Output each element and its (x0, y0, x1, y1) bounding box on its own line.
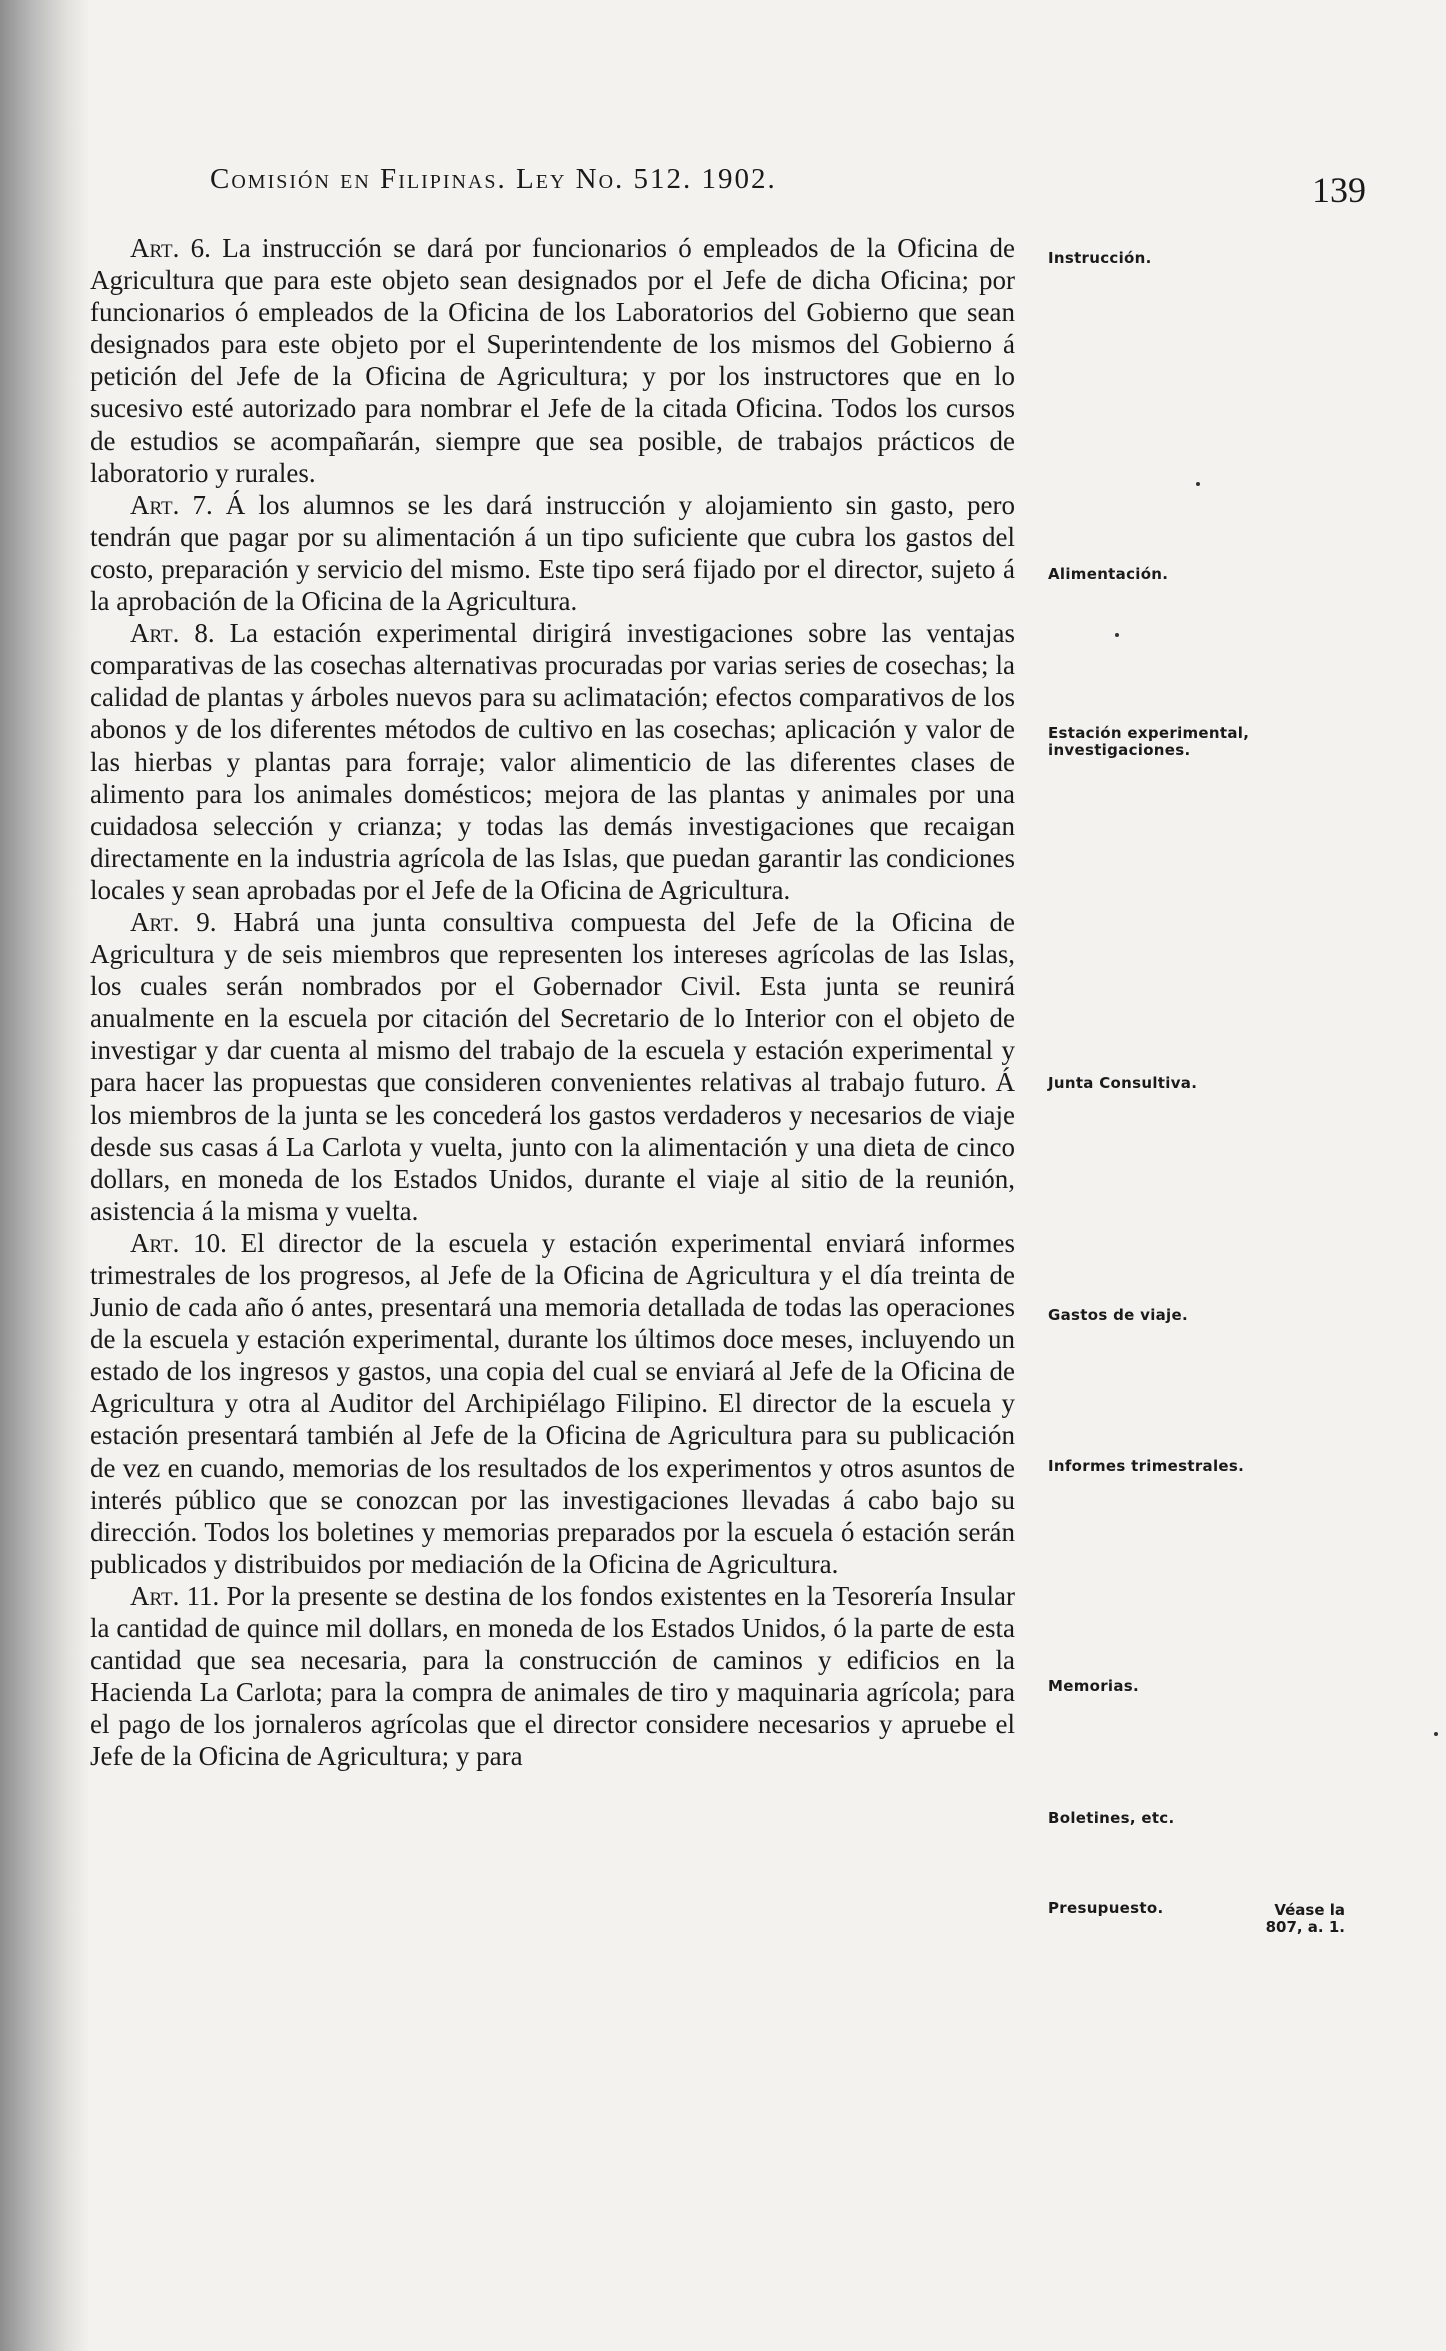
article-text: Por la presente se destina de los fondos existentes en la Tesorería Insular la cantidad de quince mil dollars, en moneda de los Estados Unidos, ó la parte de esta cantidad que sea necesaria, para la construcción de caminos y edificios en la Hacienda La Carlota; para la compra de animales de tiro y maquinaria agrícola; para el pago de los jornaleros agrícolas que el director considere necesarios y apruebe el Jefe de la Oficina de Agricultura; y para (90, 1580, 1015, 1772)
article-9 (90, 906, 1015, 1227)
article-text: Á los alumnos se les dará instrucción y alojamiento sin gasto, pero tendrán que pagar por su alimentación á un tipo suficiente que cubra los gastos del costo, preparación y servicio del mismo. Este tipo será fijado por el director, sujeto á la aprobación de la Oficina de la Agricultura. (90, 489, 1016, 617)
cross-reference-note: Véase la 807, a. 1. (1265, 1901, 1345, 1936)
running-head: Comisión en Filipinas. Ley No. 512. 1902. (210, 163, 777, 195)
margin-note-informes: Informes trimestrales. (1048, 1457, 1245, 1475)
article-label: Art. 11. (130, 1580, 220, 1611)
article-label: Art. 7. (130, 489, 213, 520)
article-6 (90, 232, 1015, 489)
article-11 (90, 1580, 1015, 1773)
margin-note-presupuesto: Presupuesto. (1048, 1899, 1164, 1917)
print-speck (1115, 633, 1119, 637)
article-text: La instrucción se dará por funcionarios ó empleados de la Oficina de Agricultura que para este objeto sean designados por el Jefe de dicha Oficina; por funcionarios ó empleados de la Oficina de los Laboratorios del Gobierno que sean designados para este objeto por el Superintendente de los mismos del Gobierno á petición del Jefe de la Oficina de Agricultura; y por los instructores que en lo sucesivo esté autorizado para nombrar el Jefe de la citada Oficina. Todos los cursos de estudios se acompañarán, siempre que sea posible, de trabajos prácticos de laboratorio y rurales. (90, 233, 1015, 488)
page-number: 139 (1312, 170, 1366, 210)
margin-note-junta: Junta Consultiva. (1048, 1074, 1198, 1092)
page-header (210, 163, 1366, 213)
margin-note-estacion: Estación experimental, investigaciones. (1048, 724, 1250, 759)
margin-note-instruccion: Instrucción. (1048, 249, 1152, 267)
margin-note-alimentacion: Alimentación. (1048, 565, 1169, 583)
margin-note-gastos: Gastos de viaje. (1048, 1306, 1188, 1324)
article-text: El director de la escuela y estación experimental enviará informes trimestrales de los progresos, al Jefe de la Oficina de Agricultura y el día treinta de Junio de cada año ó antes, presentará una memoria detallada de todas las operaciones de la escuela y estación experimental, durante los últimos doce meses, incluyendo un estado de los ingresos y gastos, una copia del cual se enviará al Jefe de la Oficina de Agricultura y otra al Auditor del Archipiélago Filipino. El director de la escuela y estación presentará también al Jefe de la Oficina de Agricultura para su publicación de vez en cuando, memorias de los resultados de los experimentos y otros asuntos de interés público que se conozcan por las investigaciones llevadas á cabo bajo su dirección. Todos los boletines y memorias preparados por la escuela ó estación serán publicados y distribuidos por mediación de la Oficina de Agricultura. (90, 1227, 1016, 1579)
article-label: Art. 9. (130, 906, 217, 937)
print-speck (1434, 1732, 1438, 1736)
article-text: La estación experimental dirigirá investigaciones sobre las ventajas comparativas de las cosechas alternativas procuradas por varias series de cosechas; la calidad de plantas y árboles nuevos para su aclimatación; efectos comparativos de los abonos y de los diferentes métodos de cultivo en las cosechas; aplicación y valor de las hierbas y plantas para forraje; valor alimenticio de las diferentes clases de alimento para los animales domésticos; mejora de las plantas y animales por una cuidadosa selección y crianza; y todas las demás investigaciones que recaigan directamente en la industria agrícola de las Islas, que puedan garantir las condiciones locales y sean aprobadas por el Jefe de la Oficina de Agricultura. (90, 618, 1015, 905)
margin-note-boletines: Boletines, etc. (1048, 1809, 1175, 1827)
article-7 (90, 489, 1015, 617)
article-label: Art. 6. (130, 233, 211, 263)
scan-edge-shadow (0, 0, 90, 2351)
article-label: Art. 10. (130, 1227, 227, 1258)
article-label: Art. 8. (130, 618, 215, 649)
article-8 (90, 617, 1015, 906)
margin-note-memorias: Memorias. (1048, 1677, 1140, 1695)
print-speck (1196, 482, 1200, 486)
body-text (90, 232, 1015, 1773)
article-text: Habrá una junta consultiva compuesta del Jefe de la Oficina de Agricultura y de seis miembros que representen los intereses agrícolas de las Islas, los cuales serán nombrados por el Gobernador Civil. Esta junta se reunirá anualmente en la escuela por citación del Secretario de lo Interior con el objeto de investigar y dar cuenta al mismo del trabajo de la escuela y estación experimental y para hacer las propuestas que consideren convenientes relativas al trabajo futuro. Á los miembros de la junta se les concederá los gastos verdaderos y necesarios de viaje desde sus casas á La Carlota y vuelta, junto con la alimentación y una dieta de cinco dollars, en moneda de los Estados Unidos, durante el viaje al sitio de la reunión, asistencia á la misma y vuelta. (90, 906, 1015, 1226)
article-10 (90, 1227, 1015, 1580)
